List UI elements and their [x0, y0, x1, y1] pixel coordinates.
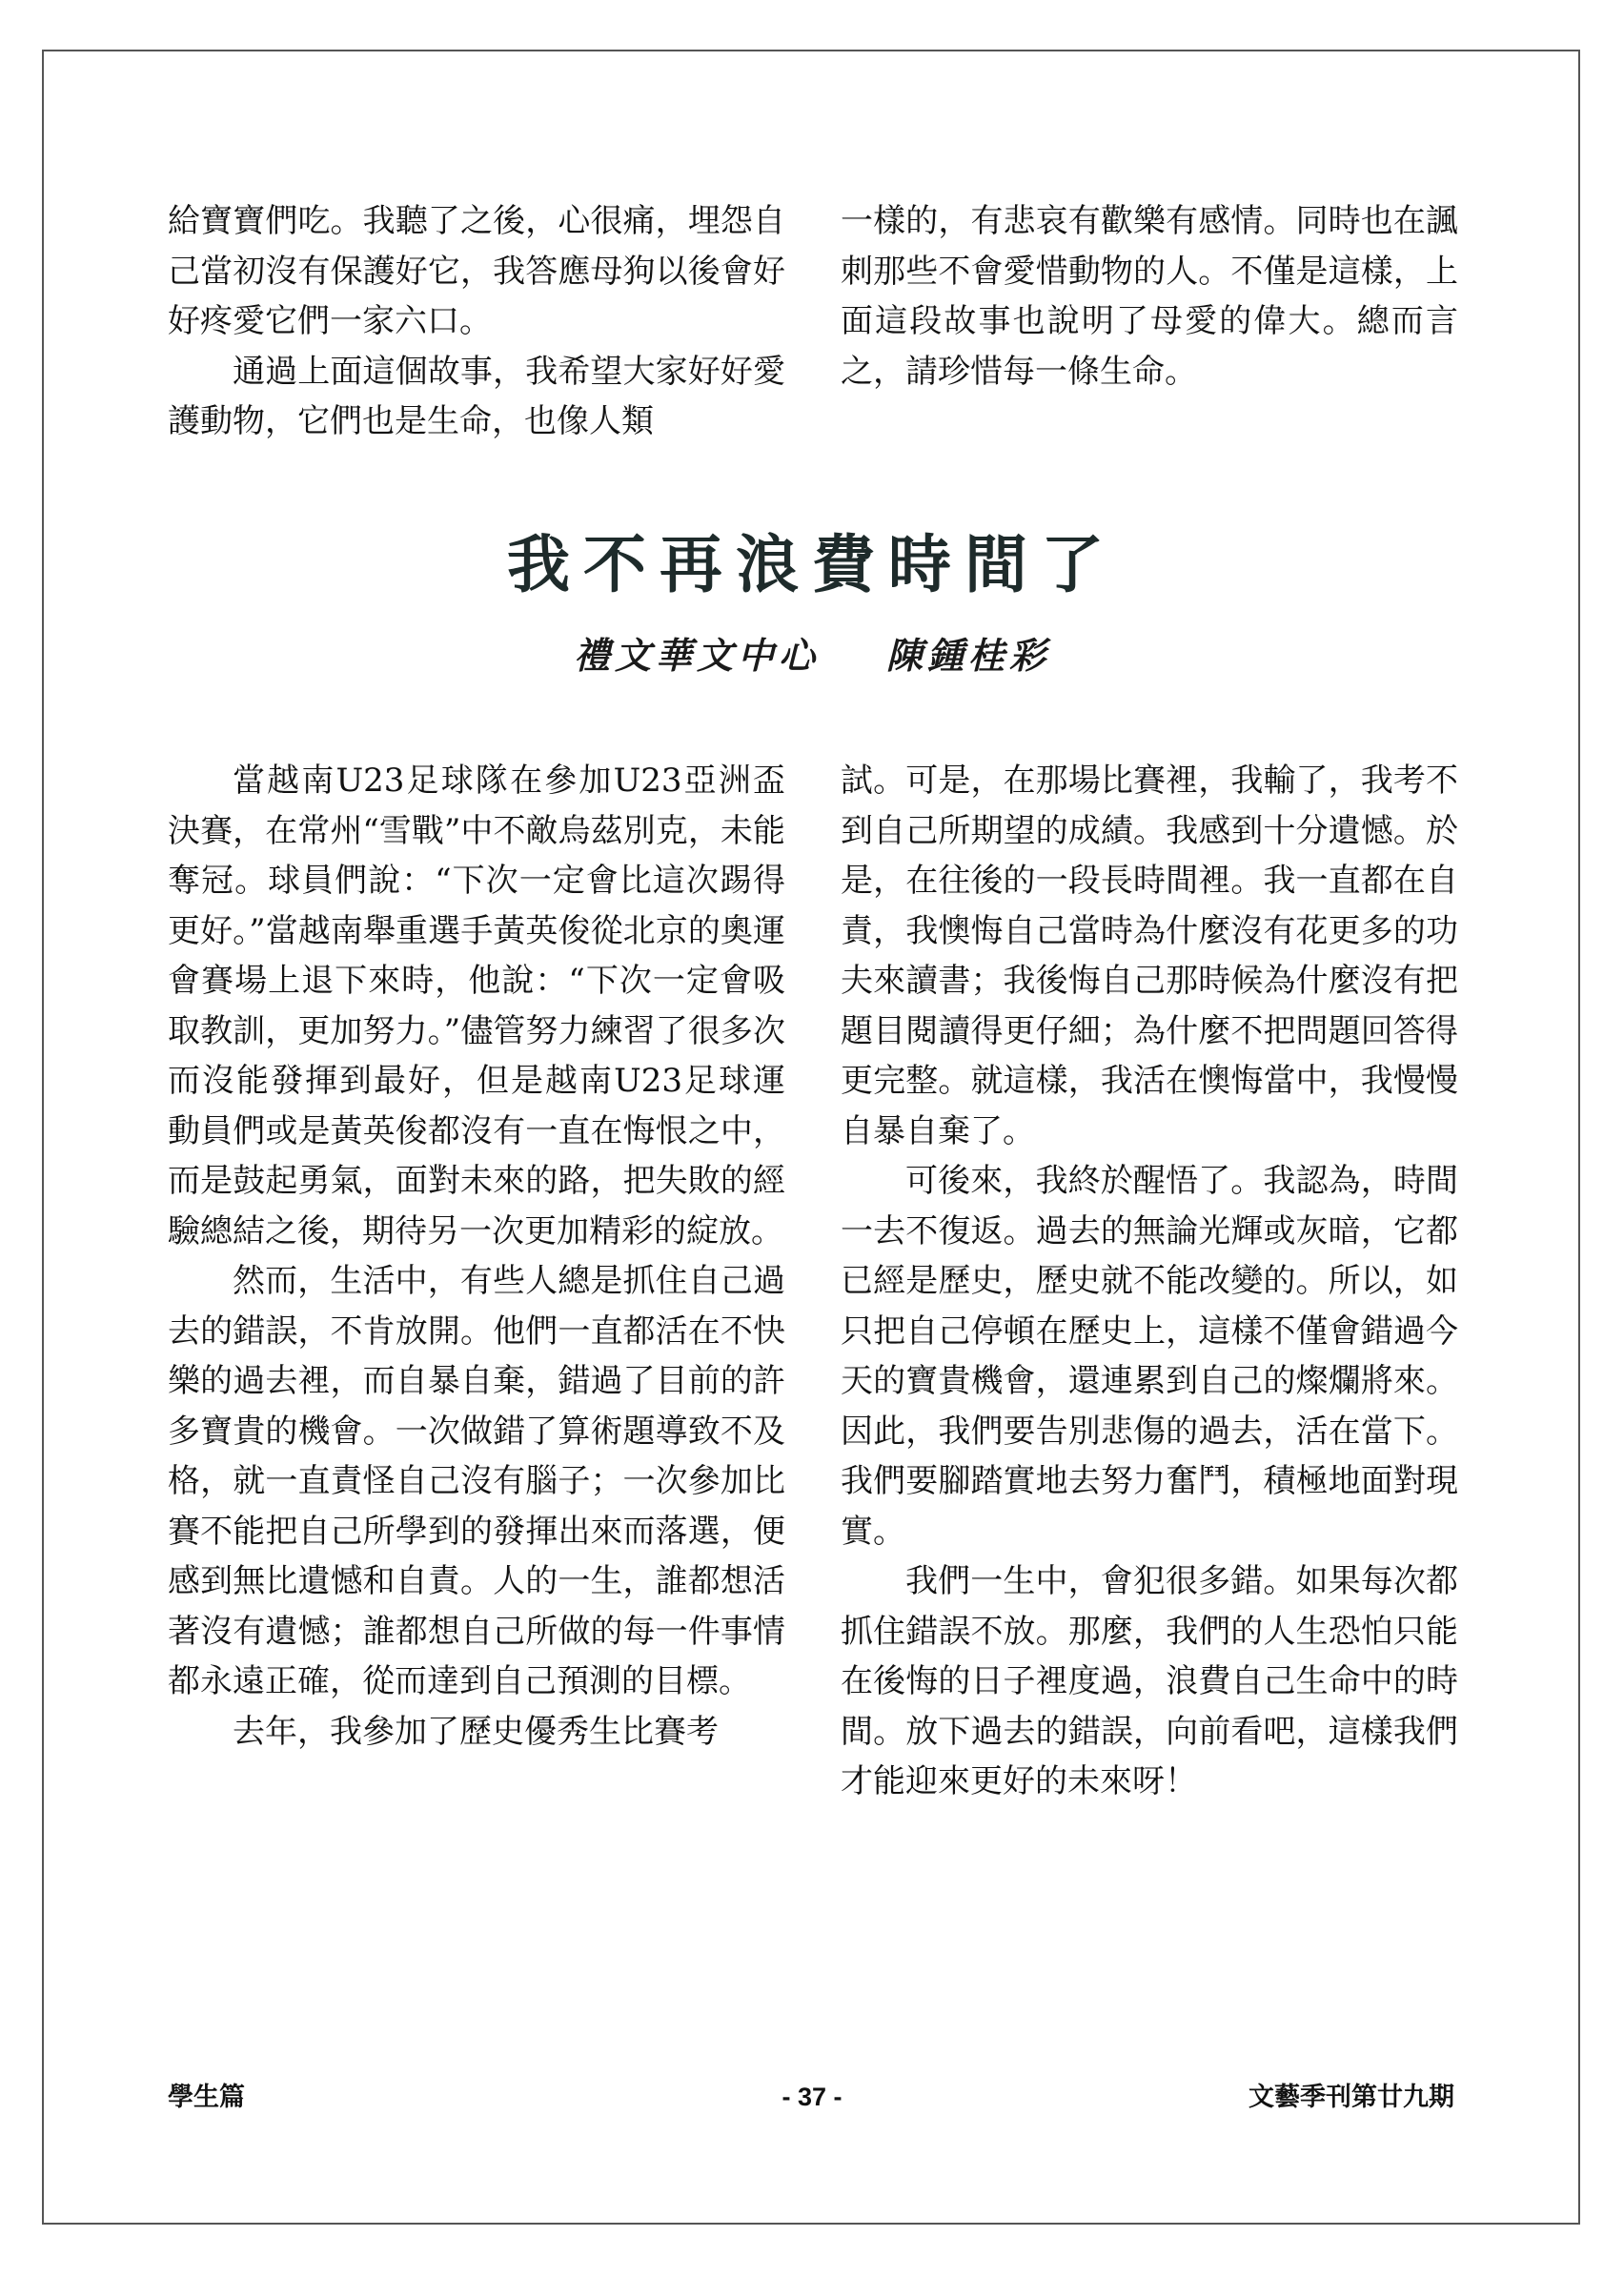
- paragraph: 我們一生中，會犯很多錯。如果每次都抓住錯誤不放。那麼，我們的人生恐怕只能在後悔的日子裡度過，浪費自己生命中的時間。放下過去的錯誤，向前看吧，這樣我們才能迎來更好的未來呀！: [841, 1562, 1458, 1800]
- paragraph: 可後來，我終於醒悟了。我認為，時間一去不復返。過去的無論光輝或灰暗，它都已經是歷史，歷史就不能改變的。所以，如只把自己停頓在歷史上，這樣不僅會錯過今天的寶貴機會，還連累到自己的燦爛將來。因此，我們要告別悲傷的過去，活在當下。我們要腳踏實地去努力奮鬥，積極地面對現實。: [841, 1162, 1458, 1551]
- author-name: 陳鍾桂彩: [886, 634, 1051, 677]
- paragraph: 通過上面這個故事，我希望大家好好愛護動物，它們也是生命，也像人類: [168, 352, 785, 440]
- article-left-column: [168, 756, 785, 1757]
- paragraph: 試。可是，在那場比賽裡，我輸了，我考不到自己所期望的成績。我感到十分遺憾。於是，在往後的一段長時間裡。我一直都在自責，我懊悔自己當時為什麼沒有花更多的功夫來讀書；我後悔自己那時候為什麼沒有把題目閱讀得更仔細；為什麼不把問題回答得更完整。就這樣，我活在懊悔當中，我慢慢自暴自棄了。: [841, 762, 1458, 1150]
- paragraph: 去年，我參加了歷史優秀生比賽考: [233, 1712, 719, 1751]
- author-school: 禮文華文中心: [573, 634, 820, 677]
- paragraph: 給寶寶們吃。我聽了之後，心很痛，埋怨自己當初沒有保護好它，我答應母狗以後會好好疼愛它們一家六口。: [168, 202, 785, 340]
- footer-section-label: 學生篇: [168, 2083, 245, 2111]
- paragraph: 一樣的，有悲哀有歡樂有感情。同時也在諷刺那些不會愛惜動物的人。不僅是這樣，上面這段故事也說明了母愛的偉大。總而言之，請珍惜每一條生命。: [841, 202, 1458, 391]
- previous-article-right-column: [841, 196, 1458, 396]
- previous-article-left-column: [168, 196, 785, 447]
- article-right-column: [841, 756, 1458, 1807]
- article-title: 我不再浪費時間了: [507, 527, 1117, 601]
- paragraph: 然而，生活中，有些人總是抓住自己過去的錯誤，不肯放開。他們一直都活在不快樂的過去裡，而自暴自棄，錯過了目前的許多寶貴的機會。一次做錯了算術題導致不及格，就一直責怪自己沒有腦子；一次參加比賽不能把自己所學到的發揮出來而落選，便感到無比遺憾和自責。人的一生，誰都想活著沒有遺憾；誰都想自己所做的每一件事情都永遠正確，從而達到自己預測的目標。: [168, 1262, 785, 1700]
- footer-publication: 文藝季刊第廿九期: [1248, 2083, 1454, 2111]
- article-byline: [0, 629, 1624, 682]
- footer-page-number: - 37 -: [782, 2083, 842, 2111]
- paragraph: 當越南U23足球隊在參加U23亞洲盃決賽，在常州“雪戰”中不敵烏茲別克，未能奪冠。球員們說：“下次一定會比這次踢得更好。”當越南舉重選手黃英俊從北京的奧運會賽場上退下來時，他說：“下次一定會吸取教訓，更加努力。”儘管努力練習了很多次而沒能發揮到最好，但是越南U23足球運動員們或是黃英俊都沒有一直在悔恨之中，而是鼓起勇氣，面對未來的路，把失敗的經驗總結之後，期待另一次更加精彩的綻放。: [168, 762, 785, 1250]
